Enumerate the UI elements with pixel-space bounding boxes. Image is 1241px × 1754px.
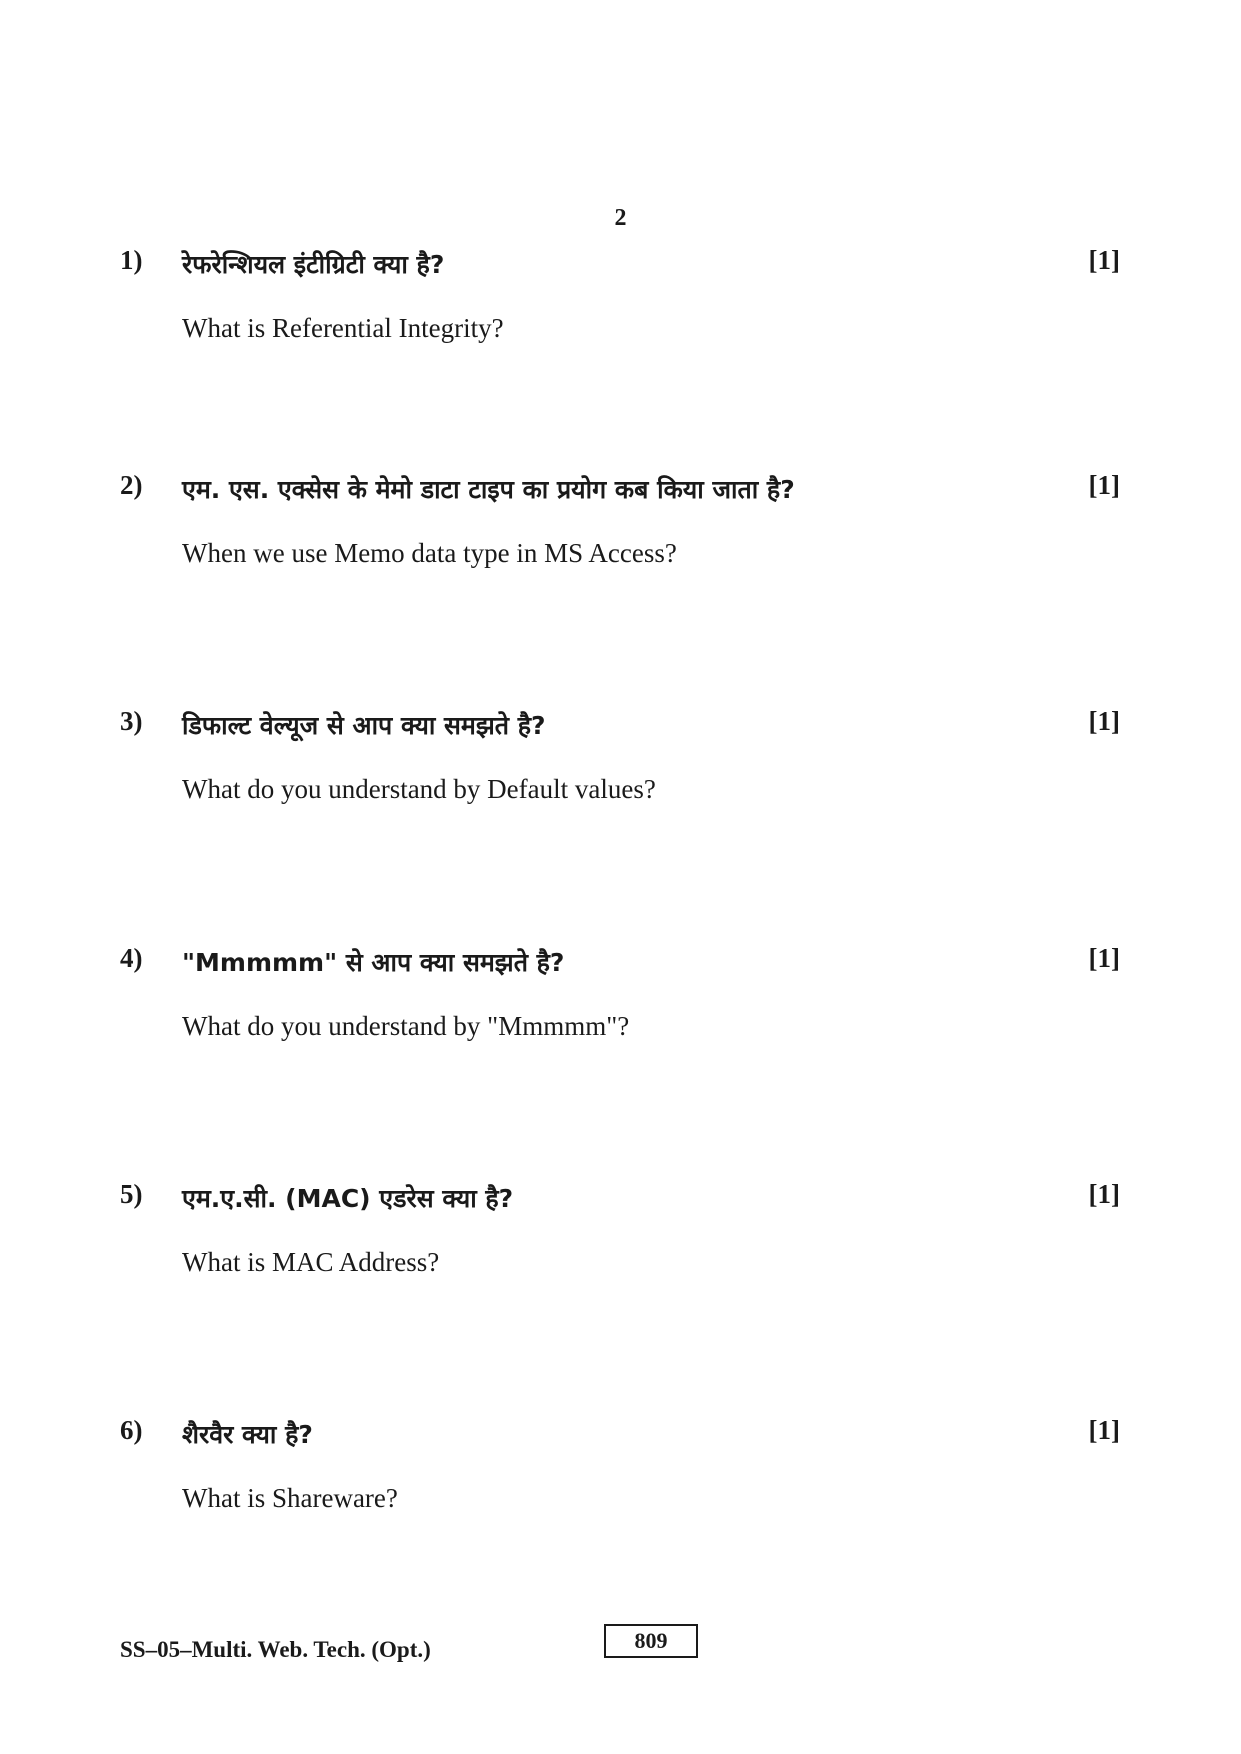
question-english-text: What is Shareware? xyxy=(182,1483,398,1513)
question-line xyxy=(120,1179,1120,1219)
question-english-text: What do you understand by Default values? xyxy=(182,774,656,804)
question-5 xyxy=(120,1179,1120,1277)
question-number: 2) xyxy=(120,470,143,500)
question-marks: [1] xyxy=(1088,706,1120,736)
question-hindi-text: एम. एस. एक्सेस के मेमो डाटा टाइप का प्रयोग कब किया जाता है? xyxy=(182,475,795,504)
question-number: 6) xyxy=(120,1415,143,1445)
question-marks: [1] xyxy=(1088,943,1120,973)
question-hindi-text: एम.ए.सी. (MAC) एडरेस क्या है? xyxy=(182,1184,514,1213)
question-line xyxy=(120,943,1120,983)
question-hindi-text: शैरवैर क्या है? xyxy=(182,1420,313,1449)
question-english-text: When we use Memo data type in MS Access? xyxy=(182,538,677,568)
question-english-text: What is MAC Address? xyxy=(182,1247,440,1277)
footer-boxed-number: 809 xyxy=(604,1624,698,1658)
question-line xyxy=(120,245,1120,285)
question-number: 1) xyxy=(120,245,143,275)
question-number: 4) xyxy=(120,943,143,973)
question-number: 5) xyxy=(120,1179,143,1209)
footer-paper-code: SS–05–Multi. Web. Tech. (Opt.) xyxy=(120,1637,431,1662)
question-english-text: What do you understand by "Mmmmm"? xyxy=(182,1011,630,1041)
question-line xyxy=(120,1415,1120,1455)
question-2 xyxy=(120,470,1120,568)
question-line xyxy=(120,706,1120,746)
question-6 xyxy=(120,1415,1120,1513)
question-4 xyxy=(120,943,1120,1041)
question-hindi-text: "Mmmmm" से आप क्या समझते है? xyxy=(182,948,565,977)
question-marks: [1] xyxy=(1088,1179,1120,1209)
question-1 xyxy=(120,245,1120,343)
question-english-text: What is Referential Integrity? xyxy=(182,313,504,343)
page-number: 2 xyxy=(614,205,627,231)
question-marks: [1] xyxy=(1088,245,1120,275)
question-line xyxy=(120,470,1120,510)
question-hindi-text: रेफरेन्शियल इंटीग्रिटी क्या है? xyxy=(182,250,445,279)
question-3 xyxy=(120,706,1120,804)
question-number: 3) xyxy=(120,706,143,736)
question-marks: [1] xyxy=(1088,1415,1120,1445)
question-hindi-text: डिफाल्ट वेल्यूज से आप क्या समझते है? xyxy=(182,711,546,740)
question-marks: [1] xyxy=(1088,470,1120,500)
